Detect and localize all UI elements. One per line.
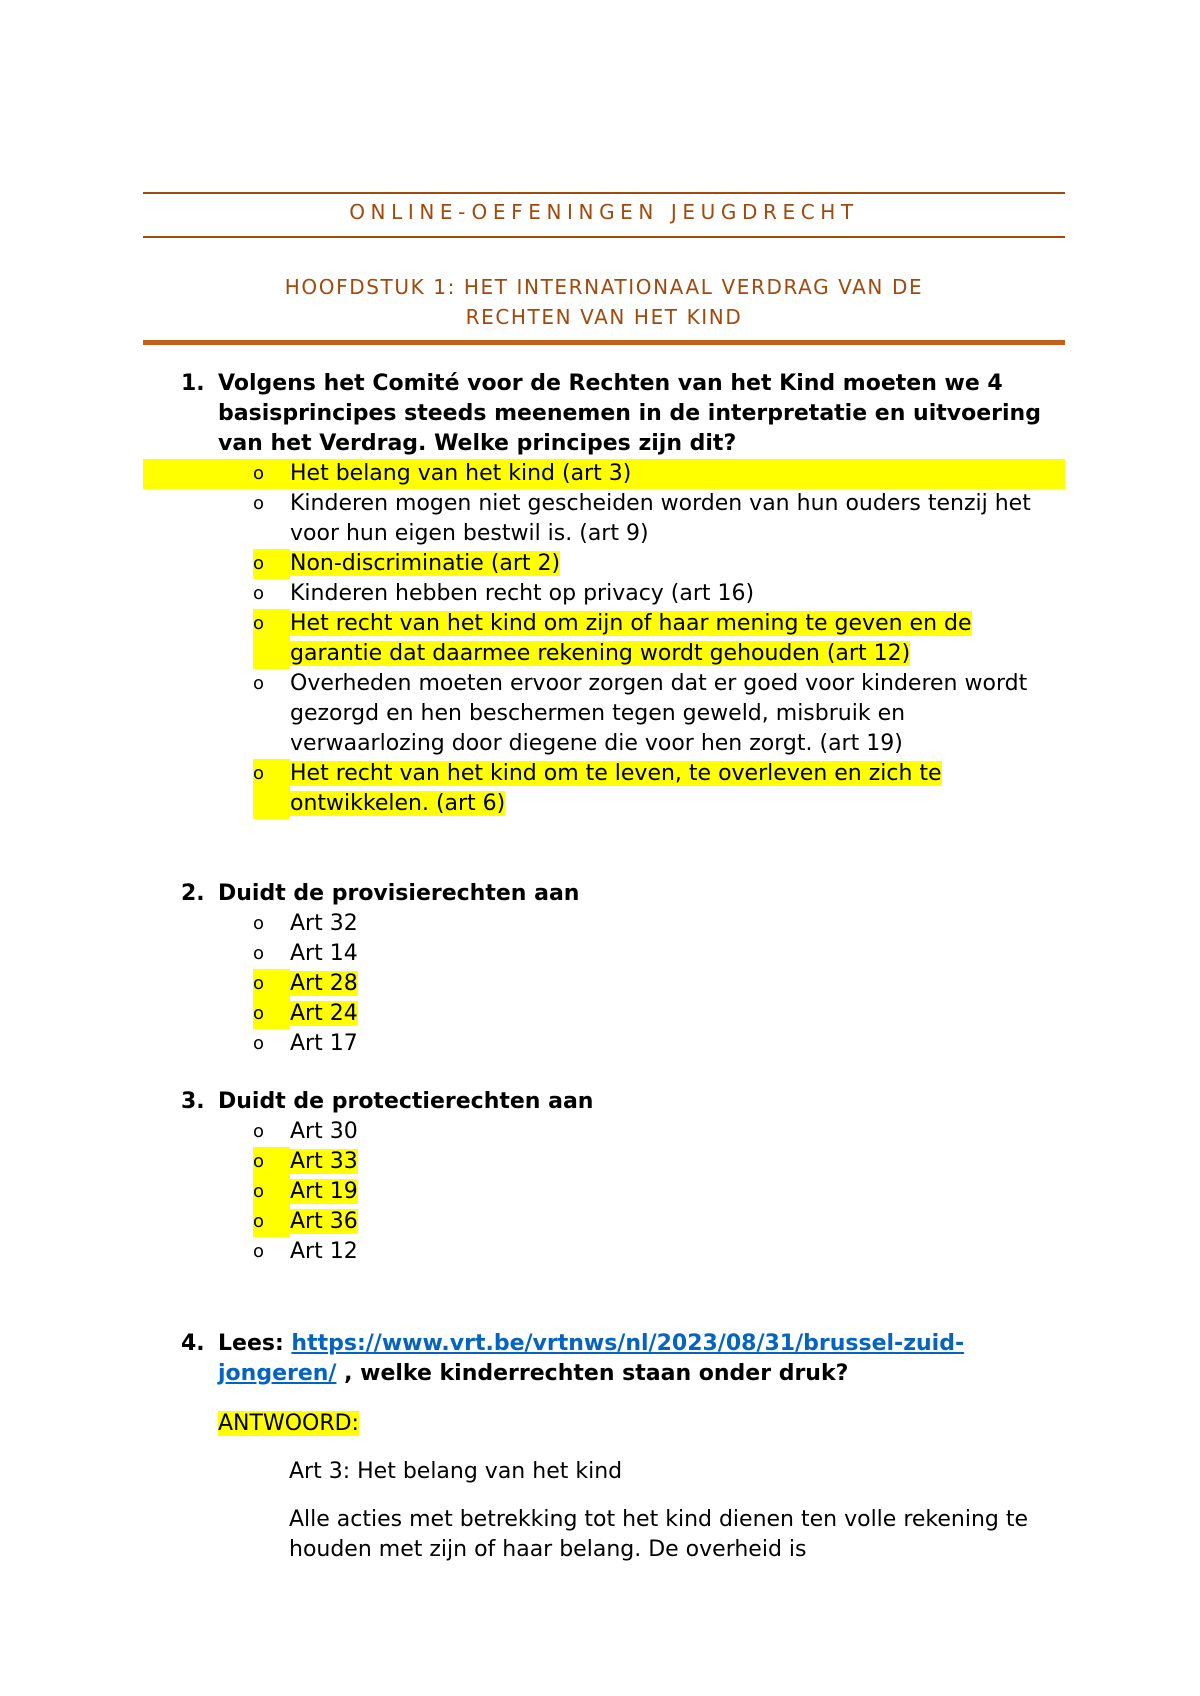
option-text: Het belang van het kind (art 3)	[290, 461, 632, 486]
option-text	[290, 759, 1065, 819]
chapter-title	[143, 272, 1065, 332]
question-1-options	[143, 459, 1065, 819]
question-number: 2.	[181, 881, 205, 906]
bullet-icon: o	[253, 583, 265, 604]
option-text	[290, 1207, 1065, 1237]
chapter-title-line-2: RECHTEN VAN HET KIND	[465, 305, 743, 329]
bullet-icon: o	[253, 999, 290, 1029]
question-2-heading	[143, 879, 1065, 909]
option-item	[143, 489, 1065, 549]
option-text	[290, 1147, 1065, 1177]
bullet-icon: o	[253, 1147, 290, 1177]
bullet-icon: o	[253, 1177, 290, 1207]
option-highlight: Art 28	[290, 971, 358, 996]
bullet-icon: o	[253, 759, 290, 819]
bullet-icon: o	[253, 969, 290, 999]
option-text: Art 17	[290, 1031, 358, 1056]
bullet-icon: o	[253, 913, 265, 934]
bullet-icon: o	[253, 493, 265, 514]
question-4	[143, 1329, 1065, 1565]
question-3-options	[143, 1117, 1065, 1267]
option-item	[143, 579, 1065, 609]
option-text: Art 32	[290, 911, 358, 936]
question-2	[143, 879, 1065, 1059]
option-item	[143, 459, 1065, 489]
option-item	[143, 549, 1065, 579]
question-number: 3.	[181, 1089, 205, 1114]
bullet-icon: o	[253, 1033, 265, 1054]
option-highlight: Art 33	[290, 1149, 358, 1174]
question-1	[143, 369, 1065, 819]
answer-explanation: Alle acties met betrekking tot het kind dienen ten volle rekening te houden met zijn of haar belang. De overheid is	[289, 1507, 1029, 1562]
document-title: ONLINE-OEFENINGEN JEUGDRECHT	[349, 200, 859, 224]
option-text	[290, 969, 1065, 999]
option-text: Kinderen hebben recht op privacy (art 16)	[290, 581, 755, 606]
bullet-icon: o	[253, 1121, 265, 1142]
option-highlight: Het recht van het kind om zijn of haar mening te geven en de garantie dat daarmee rekening wordt gehouden (art 12)	[290, 611, 972, 666]
question-2-options	[143, 909, 1065, 1059]
option-item	[143, 669, 1065, 759]
option-item	[143, 1207, 1065, 1237]
option-text	[290, 1177, 1065, 1207]
option-text: Art 30	[290, 1119, 358, 1144]
document-page	[143, 192, 1065, 1565]
question-number: 4.	[181, 1331, 205, 1356]
question-3-heading	[143, 1087, 1065, 1117]
article-link[interactable]: https://www.vrt.be/vrtnws/nl/2023/08/31/brussel-zuid-jongeren/	[218, 1331, 965, 1386]
option-item	[143, 609, 1065, 669]
option-item	[143, 1029, 1065, 1059]
option-item	[143, 1147, 1065, 1177]
question-text: Duidt de protectierechten aan	[218, 1089, 594, 1114]
answer-article: Art 3: Het belang van het kind	[289, 1459, 623, 1484]
option-highlight: Art 36	[290, 1209, 358, 1234]
bullet-icon: o	[253, 609, 290, 669]
option-text	[290, 999, 1065, 1029]
option-highlight: Het recht van het kind om te leven, te overleven en zich te ontwikkelen. (art 6)	[290, 761, 942, 816]
title-rule-bottom	[143, 236, 1065, 238]
option-text: Art 14	[290, 941, 358, 966]
title-rule-top	[143, 192, 1065, 194]
option-text: Art 12	[290, 1239, 358, 1264]
answer-label-text: ANTWOORD:	[218, 1411, 359, 1436]
question-3	[143, 1087, 1065, 1267]
bullet-icon: o	[253, 549, 290, 579]
question-text	[218, 1329, 1065, 1389]
bullet-icon: o	[253, 1241, 265, 1262]
option-text	[290, 609, 1065, 669]
bullet-icon: o	[253, 673, 265, 694]
question-text: Duidt de provisierechten aan	[218, 881, 580, 906]
chapter-rule	[143, 340, 1065, 345]
option-highlight: Art 24	[290, 1001, 358, 1026]
chapter-title-line-1: HOOFDSTUK 1: HET INTERNATIONAAL VERDRAG VAN DE	[284, 275, 924, 299]
option-item	[143, 759, 1065, 819]
option-item	[143, 939, 1065, 969]
option-item	[143, 999, 1065, 1029]
option-item	[143, 909, 1065, 939]
question-1-heading	[143, 369, 1065, 459]
option-item	[143, 1237, 1065, 1267]
answer-label	[218, 1409, 1065, 1439]
option-item	[143, 1117, 1065, 1147]
option-text	[290, 549, 1065, 579]
bullet-icon: o	[253, 1207, 290, 1237]
question-prefix: Lees:	[218, 1331, 292, 1356]
option-text: Overheden moeten ervoor zorgen dat er goed voor kinderen wordt gezorgd en hen beschermen tegen geweld, misbruik en verwaarlozing door diegene die voor hen zorgt. (art 19)	[290, 671, 1028, 756]
question-text: Volgens het Comité voor de Rechten van het Kind moeten we 4 basisprincipes steeds meenemen in de interpretatie en uitvoering van het Verdrag. Welke principes zijn dit?	[218, 371, 1041, 456]
option-highlight: Art 19	[290, 1179, 358, 1204]
question-suffix: , welke kinderrechten staan onder druk?	[336, 1361, 849, 1386]
bullet-icon: o	[253, 943, 265, 964]
option-highlight: Non-discriminatie (art 2)	[290, 551, 561, 576]
option-item	[143, 1177, 1065, 1207]
bullet-icon: o	[253, 459, 290, 489]
question-4-heading	[143, 1329, 1065, 1389]
option-text: Kinderen mogen niet gescheiden worden van hun ouders tenzij het voor hun eigen bestwil is. (art 9)	[290, 491, 1031, 546]
option-item	[143, 969, 1065, 999]
question-number: 1.	[181, 371, 205, 396]
document-title-block	[143, 192, 1065, 240]
